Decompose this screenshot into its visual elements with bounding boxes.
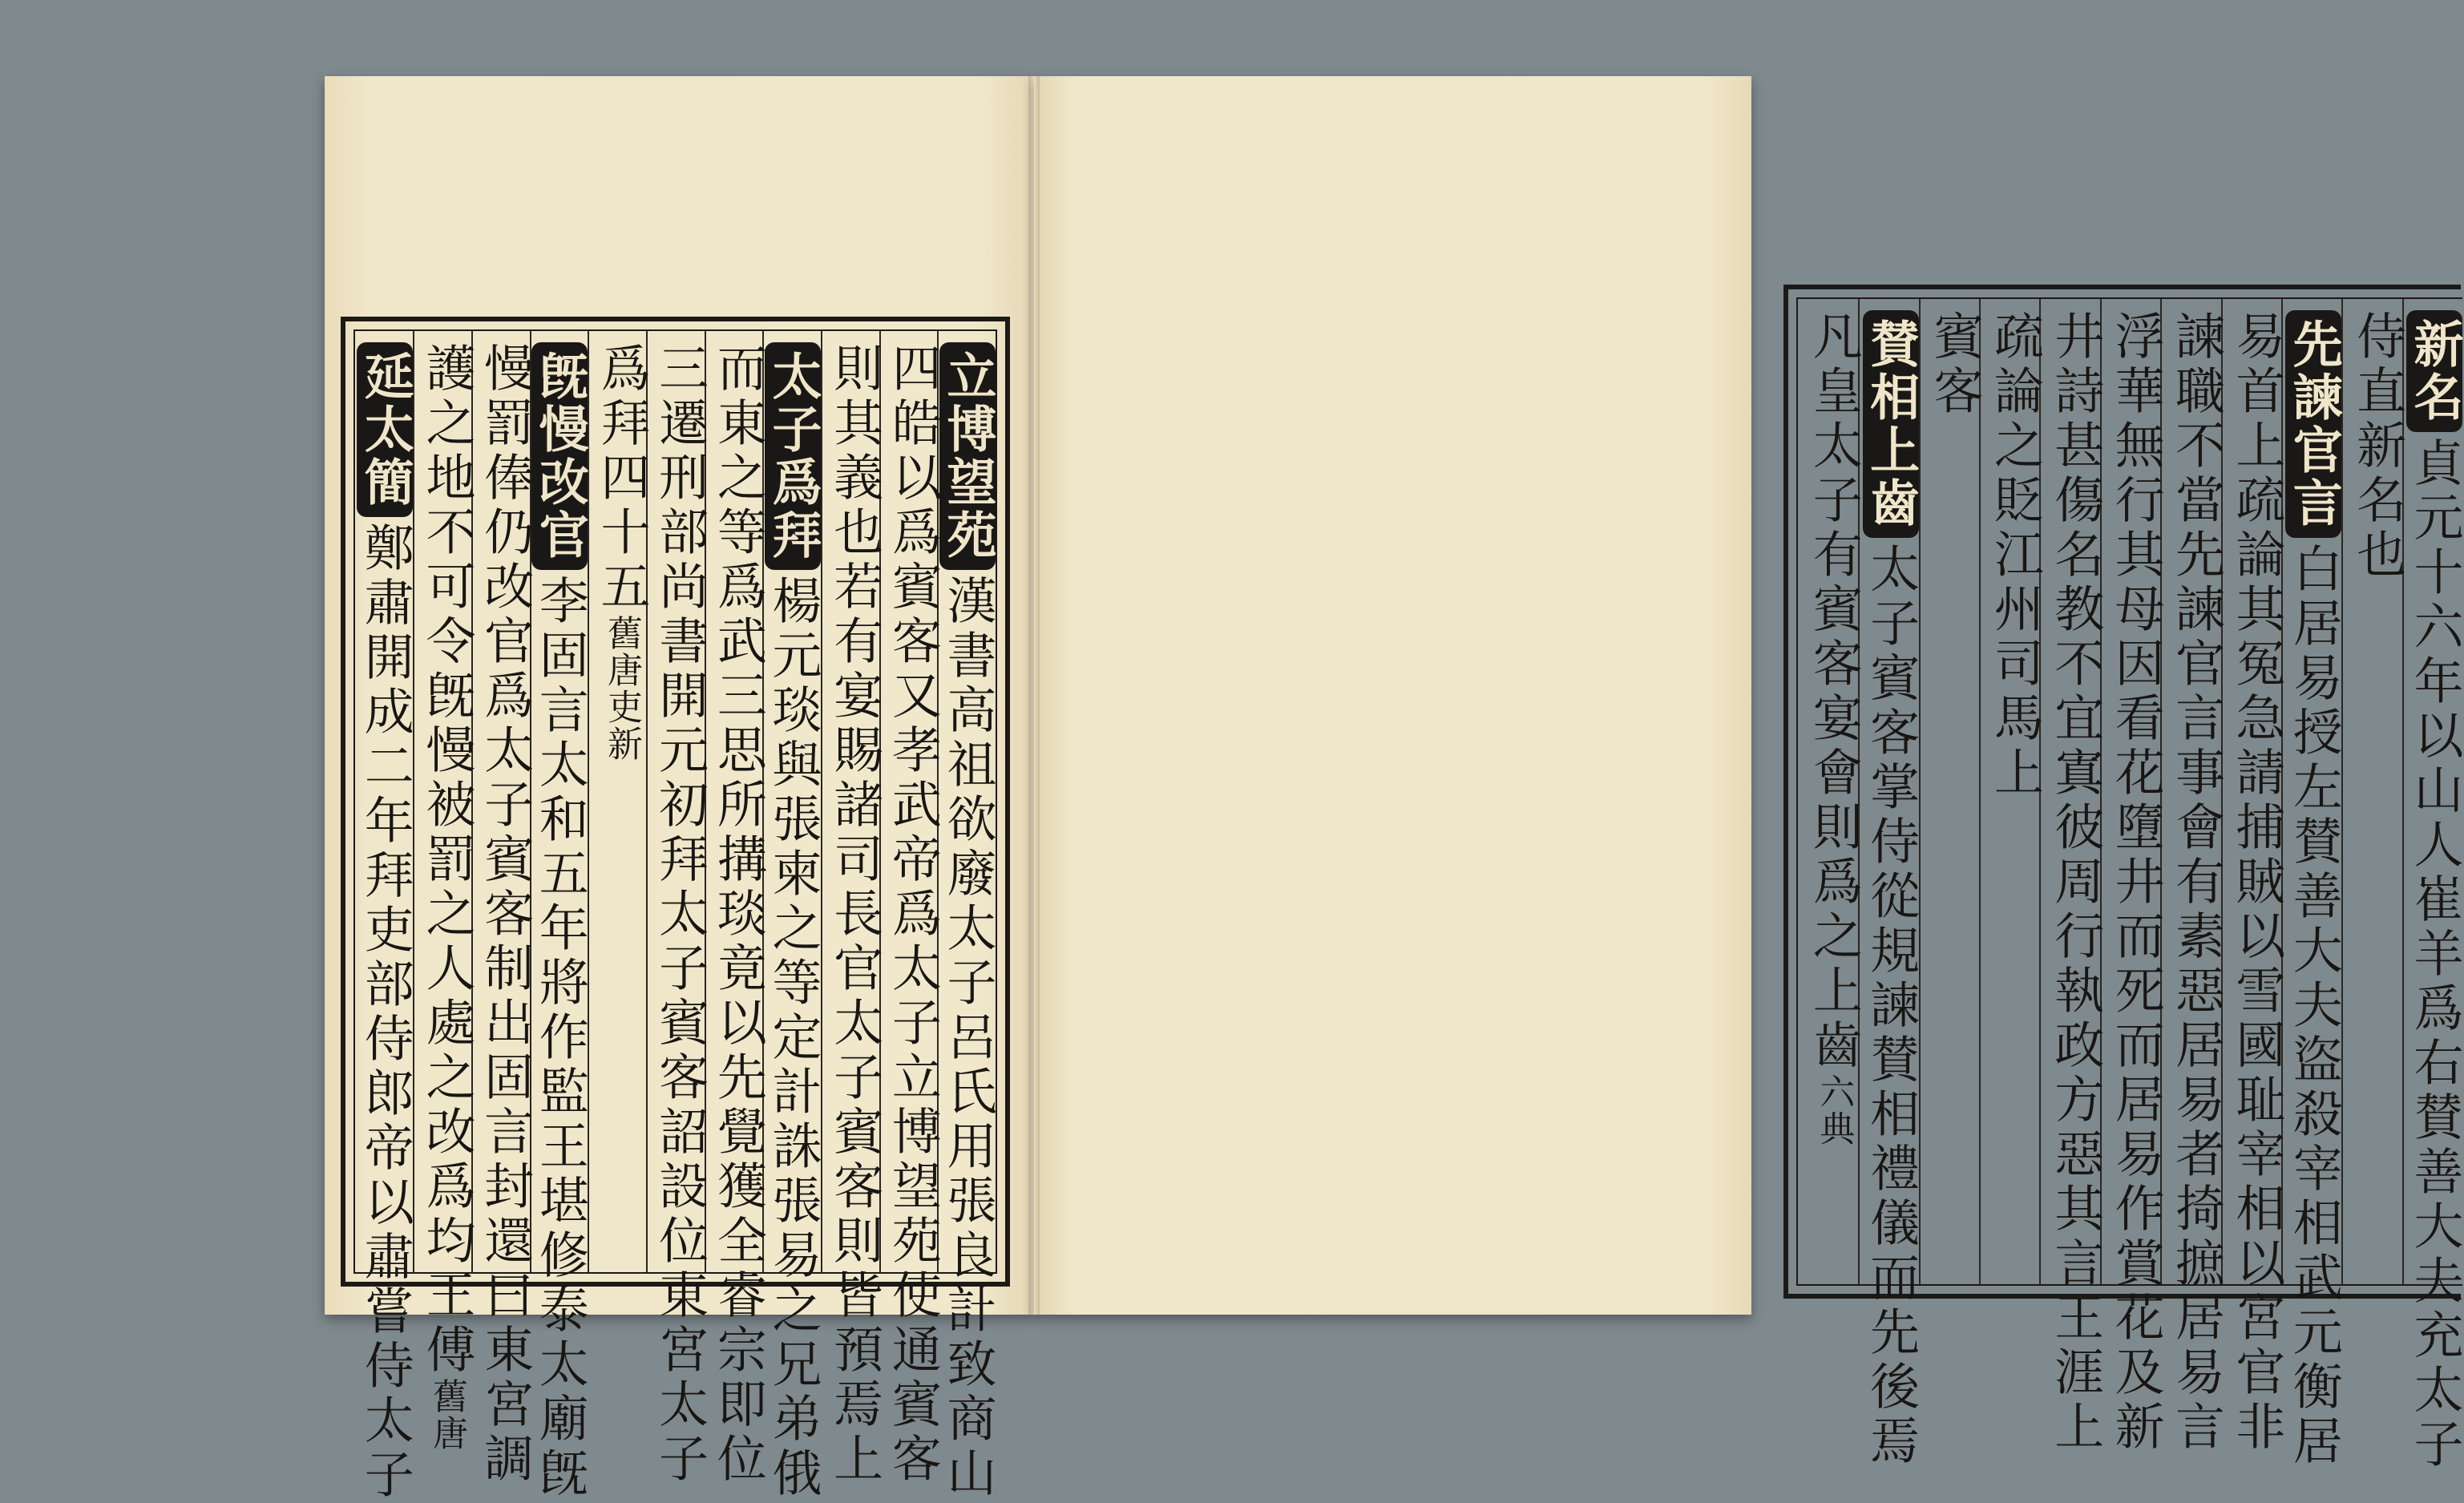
column-text: 井詩甚傷名教不宜寘彼周行執政方惡其言王涯上 xyxy=(2046,310,2105,1455)
text-column xyxy=(355,331,415,1503)
right-text-frame xyxy=(1783,285,2464,1473)
entry-heading-tag: 延太簡 xyxy=(357,342,413,517)
text-column xyxy=(2402,299,2464,1473)
column-text: 而東之等爲武三思所搆琰竟以先覺獲全睿宗即位 xyxy=(709,342,768,1487)
text-column xyxy=(937,331,997,1501)
text-column xyxy=(471,331,535,1487)
text-column xyxy=(413,331,476,1452)
column-text: 李固言太和五年將作監王堪修泰太廟旣 xyxy=(531,575,590,1501)
open-book xyxy=(325,76,2464,1503)
column-text: 易首上疏論其冤急請捕賊以雪國耻宰相以宮官非 xyxy=(2227,310,2286,1455)
text-column xyxy=(879,331,943,1487)
entry-heading-tag: 立博望苑 xyxy=(939,342,996,570)
left-text-frame xyxy=(341,317,1010,1503)
text-column xyxy=(1919,299,1984,1284)
column-text: 楊元琰與張柬之等定計誅張易之兄弟俄 xyxy=(763,575,822,1501)
text-column xyxy=(646,331,709,1487)
column-text: 漢書高祖欲廢太子呂氏用張良計致商山 xyxy=(939,575,997,1501)
column-text: 賓客 xyxy=(1925,310,1984,419)
text-column xyxy=(2341,299,2407,1284)
column-text: 侍直新名也 xyxy=(2348,310,2407,583)
source-note: 六典 xyxy=(1813,1073,1855,1147)
text-column xyxy=(762,331,822,1501)
text-column xyxy=(588,331,651,1272)
text-column xyxy=(705,331,768,1487)
column-text: 太子賓客掌侍從規諫賛相禮儀而先後焉 xyxy=(1861,543,1921,1469)
column-text: 三遷刑部尚書開元初拜太子賓客詔設位東宮太子 xyxy=(650,342,709,1487)
column-text: 白居易授左賛善大夫盜殺宰相武元衡居 xyxy=(2284,543,2344,1469)
column-text: 諫職不當先諫官言事會有素惡居易者掎摭居易言 xyxy=(2167,310,2226,1455)
left-page xyxy=(325,76,1034,1503)
text-column xyxy=(2100,299,2166,1455)
entry-heading-tag: 新名 xyxy=(2406,310,2462,432)
text-column xyxy=(2221,299,2286,1455)
text-column xyxy=(2160,299,2226,1455)
column-text: 鄭肅開成二年拜吏部侍郎帝以肅嘗侍太子 xyxy=(356,522,415,1503)
text-column xyxy=(1979,299,2045,1284)
entry-heading-tag: 賛相上齒 xyxy=(1863,310,1919,538)
source-note: 舊唐 xyxy=(426,1378,467,1452)
text-column xyxy=(2281,299,2344,1469)
entry-heading-tag: 先諫官言 xyxy=(2285,310,2341,538)
book-gutter xyxy=(1028,76,1040,1315)
column-text: 浮華無行其母因看花墮井而死而居易作賞花及新 xyxy=(2107,310,2166,1455)
column-text: 則其義也若有宴賜諸司長官太子賓客則皆預焉上 xyxy=(825,342,884,1487)
source-note: 舊唐吏新 xyxy=(600,615,642,762)
entry-heading-tag: 太子爲拜 xyxy=(765,342,821,570)
right-page xyxy=(1034,76,2464,1473)
entry-heading-tag: 旣慢改官 xyxy=(531,342,588,570)
column-text: 護之地不可令旣慢被罰之人處之改爲均王傅 xyxy=(417,342,476,1378)
column-text: 慢罰俸仍改官爲太子賓客制出固言封還曰東宮調 xyxy=(475,342,535,1487)
column-text: 貞元十六年以山人崔羊爲右賛善大夫充太子 xyxy=(2405,437,2464,1473)
text-column xyxy=(821,331,884,1487)
column-text: 凡皇太子有賓客宴會則爲之上齒 xyxy=(1804,310,1864,1073)
column-text: 爲拜四十五 xyxy=(592,342,651,615)
text-column xyxy=(2039,299,2105,1455)
text-column xyxy=(1858,299,1921,1469)
text-column xyxy=(530,331,590,1501)
column-text: 疏論之貶江州司馬上 xyxy=(1985,310,2045,801)
column-text: 四皓以爲賓客又孝武帝爲太子立博望苑使通賓客 xyxy=(883,342,943,1487)
text-column xyxy=(1798,299,1864,1284)
